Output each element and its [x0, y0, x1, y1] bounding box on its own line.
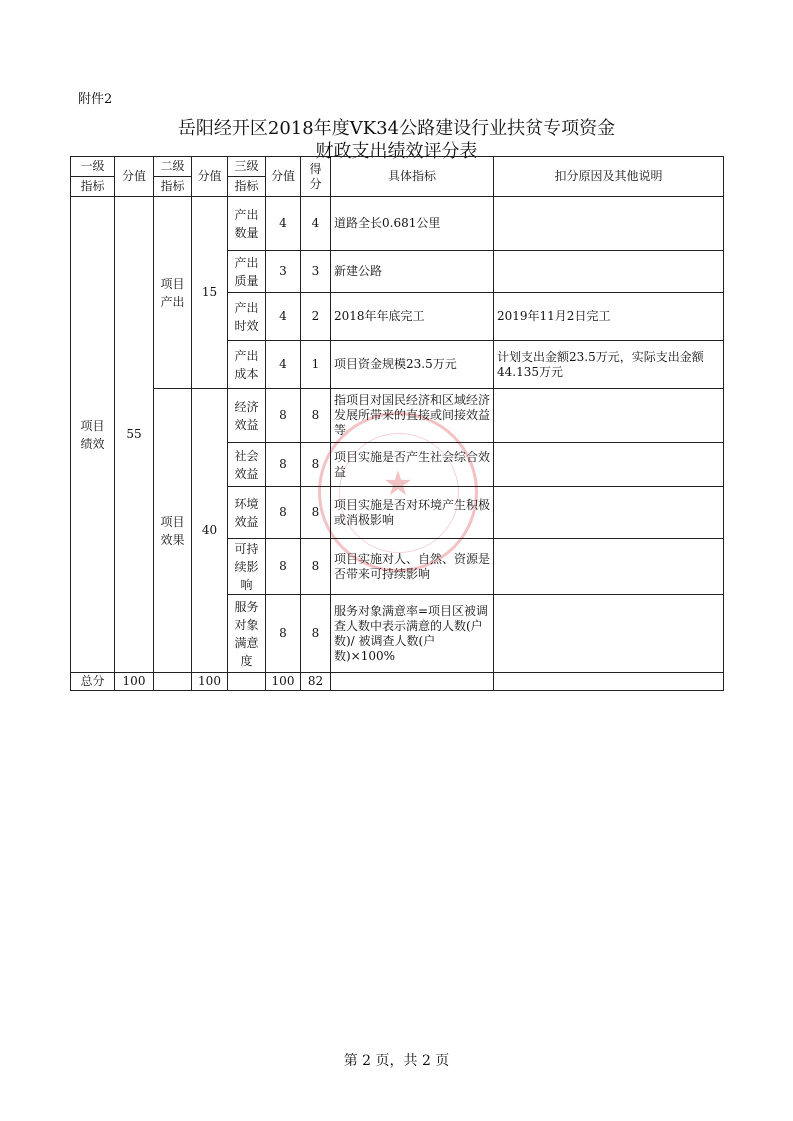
header-score2: 分值 [192, 157, 228, 197]
header-remarks: 扣分原因及其他说明 [494, 157, 724, 197]
level3-label: 产出 质量 [228, 251, 266, 293]
total-score2: 100 [192, 673, 228, 691]
row-score: 8 [266, 487, 301, 539]
group-score: 15 [192, 197, 228, 389]
row-score: 4 [266, 341, 301, 389]
table-row [71, 389, 724, 443]
header-earned: 得分 [301, 157, 331, 197]
level3-label: 服务 对象 满意 度 [228, 595, 266, 673]
header-indicator: 具体指标 [331, 157, 494, 197]
header-score3: 分值 [266, 157, 301, 197]
header-level3-top: 三级 [228, 157, 266, 177]
row-remarks [494, 487, 724, 539]
header-level1-bottom: 指标 [71, 177, 115, 197]
row-score: 8 [266, 443, 301, 487]
table-row [71, 197, 724, 251]
row-indicator: 项目实施是否产生社会综合效益 [331, 443, 494, 487]
row-score: 3 [266, 251, 301, 293]
level3-label: 社会 效益 [228, 443, 266, 487]
level3-label: 可持 续影 响 [228, 539, 266, 595]
level1-score: 55 [115, 197, 154, 673]
group-score: 40 [192, 389, 228, 673]
row-remarks [494, 197, 724, 251]
row-earned: 8 [301, 389, 331, 443]
row-remarks [494, 539, 724, 595]
score-table [70, 156, 724, 691]
row-remarks [494, 389, 724, 443]
row-score: 8 [266, 539, 301, 595]
header-level2-top: 二级 [154, 157, 192, 177]
row-remarks [494, 595, 724, 673]
total-score3: 100 [266, 673, 301, 691]
row-indicator: 项目实施是否对环境产生积极或消极影响 [331, 487, 494, 539]
header-level2-bottom: 指标 [154, 177, 192, 197]
total-empty-3 [331, 673, 494, 691]
group-name: 项目 产出 [154, 197, 192, 389]
row-remarks: 2019年11月2日完工 [494, 293, 724, 341]
row-indicator: 项目资金规模23.5万元 [331, 341, 494, 389]
row-earned: 8 [301, 487, 331, 539]
page-footer: 第 2 页，共 2 页 [343, 1053, 450, 1069]
level3-label: 经济 效益 [228, 389, 266, 443]
total-empty-1 [154, 673, 192, 691]
row-earned: 3 [301, 251, 331, 293]
seal-star-icon: ★ [382, 464, 414, 504]
level3-label: 产出 数量 [228, 197, 266, 251]
row-earned: 8 [301, 443, 331, 487]
total-score1: 100 [115, 673, 154, 691]
header-row [71, 157, 724, 177]
page-title: 岳阳经开区2018年度VK34公路建设行业扶贫专项资金 [177, 118, 616, 139]
total-earned: 82 [301, 673, 331, 691]
row-indicator: 项目实施对人、自然、资源是否带来可持续影响 [331, 539, 494, 595]
total-row [71, 673, 724, 691]
level3-label: 产出 时效 [228, 293, 266, 341]
row-remarks [494, 251, 724, 293]
level1-name: 项目 绩效 [71, 197, 115, 673]
row-remarks [494, 443, 724, 487]
row-score: 8 [266, 595, 301, 673]
row-earned: 8 [301, 539, 331, 595]
row-earned: 4 [301, 197, 331, 251]
header-score1: 分值 [115, 157, 154, 197]
row-earned: 8 [301, 595, 331, 673]
row-remarks: 计划支出金额23.5万元，实际支出金额44.135万元 [494, 341, 724, 389]
row-earned: 1 [301, 341, 331, 389]
total-label: 总分 [71, 673, 115, 691]
row-score: 4 [266, 197, 301, 251]
row-indicator: 指项目对国民经济和区域经济发展所带来的直接或间接效益等 [331, 389, 494, 443]
page-subtitle: 财政支出绩效评分表 [315, 141, 478, 162]
header-level1-top: 一级 [71, 157, 115, 177]
level3-label: 产出 成本 [228, 341, 266, 389]
row-indicator: 道路全长0.681公里 [331, 197, 494, 251]
header-level3-bottom: 指标 [228, 177, 266, 197]
group-name: 项目 效果 [154, 389, 192, 673]
total-empty-2 [228, 673, 266, 691]
level3-label: 环境 效益 [228, 487, 266, 539]
total-empty-4 [494, 673, 724, 691]
row-indicator: 服务对象满意率=项目区被调查人数中表示满意的人数(户数)/ 被调查人数(户数)×100% [331, 595, 494, 673]
row-indicator: 新建公路 [331, 251, 494, 293]
attachment-label: 附件2 [78, 92, 113, 107]
row-score: 8 [266, 389, 301, 443]
row-score: 4 [266, 293, 301, 341]
row-indicator: 2018年年底完工 [331, 293, 494, 341]
row-earned: 2 [301, 293, 331, 341]
